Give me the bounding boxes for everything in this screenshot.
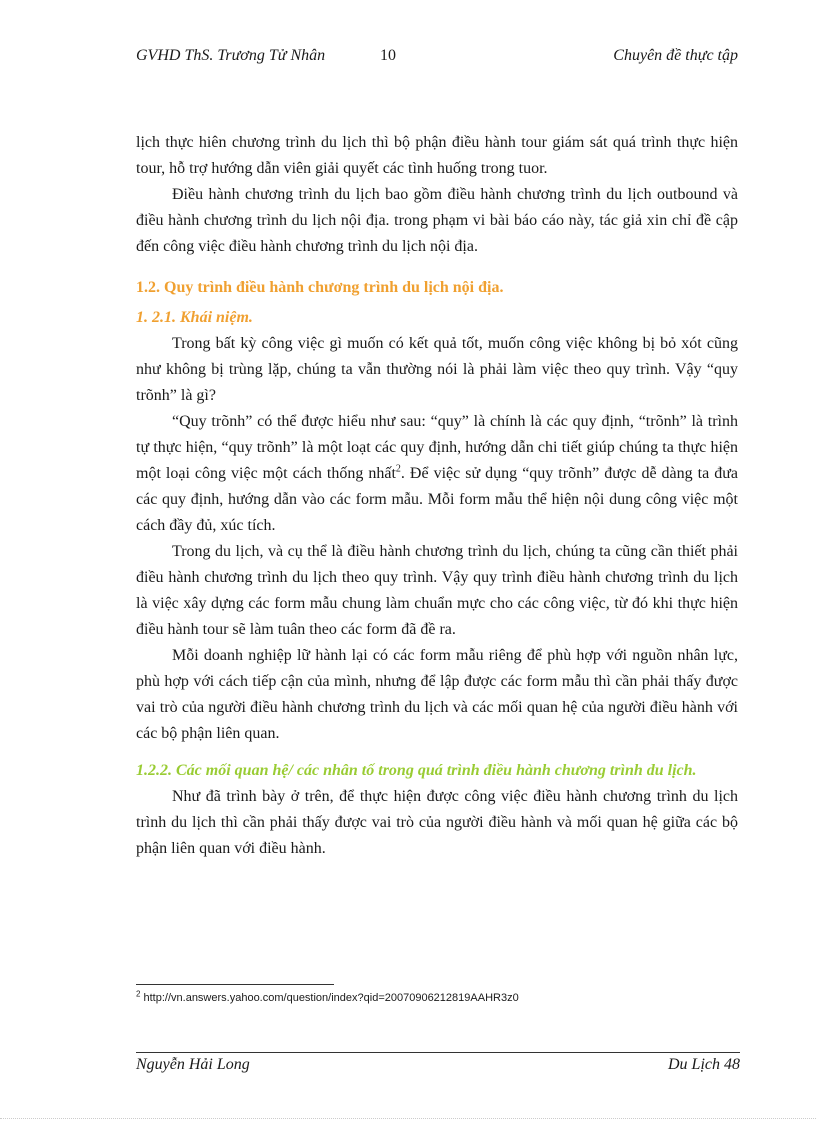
- paragraph-4: [136, 409, 738, 539]
- subsection-heading-1-2-2: 1.2.2. Các mối quan hệ/ các nhân tố trong quá trình điều hành chương trình du lịch.: [136, 762, 697, 779]
- page-edge-divider: [0, 1118, 816, 1119]
- header-advisor: GVHD ThS. Trương Tử Nhân: [136, 47, 326, 64]
- footnote-separator: [136, 984, 334, 985]
- paragraph-5: Trong du lịch, và cụ thể là điều hành chương trình du lịch, chúng ta cũng cần thiết phải điều hành chương trình du lịch theo quy trình. Vậy quy trình điều hành chương trình du lịch là việc xây dựng các form mẫu chung làm chuẩn mực cho các công việc, từ đó khi thực hiện điều hành tour sẽ làm tuân theo các form đã đề ra.: [136, 543, 738, 638]
- footnote-marker: 2: [136, 989, 141, 999]
- paragraph-6: Mỗi doanh nghiệp lữ hành lại có các form mẫu riêng để phù hợp với nguồn nhân lực, phù hợp với cách tiếp cận của mình, nhưng để lập được các form mẫu thì cần phải thấy được vai trò của người điều hành chương trình du lịch và các mối quan hệ của người điều hành với các bộ phận liên quan.: [136, 647, 738, 742]
- footer-author: Nguyễn Hải Long: [136, 1056, 250, 1073]
- paragraph-2: Điều hành chương trình du lịch bao gồm điều hành chương trình du lịch outbound và điều hành chương trình du lịch nội địa. trong phạm vi bài báo cáo này, tác giả xin chỉ đề cập đến công việc điều hành chương trình du lịch nội địa.: [136, 186, 738, 255]
- header-document-title: Chuyên đề thực tập: [613, 47, 738, 64]
- subsection-heading-1-2-1: 1. 2.1. Khái niệm.: [136, 309, 253, 326]
- footer-class: Du Lịch 48: [668, 1056, 740, 1073]
- footnote: [136, 989, 519, 1004]
- paragraph-4-text: “Quy trõnh” có thể được hiểu như sau: “quy” là chính là các quy định, “trõnh” là trình tự thực hiện, “quy trõnh” là một loạt các quy định, hướng dẫn chi tiết giúp chúng ta thực hiện một loại công việc một cách thống nhất: [136, 413, 738, 482]
- page-header: [136, 47, 738, 71]
- paragraph-4-text-end: . Để việc sử dụng “quy trõnh” được dễ dàng ta đưa các quy định, hướng dẫn vào các form mẫu. Mỗi form mẫu thể hiện nội dung công việc một cách đầy đủ, xúc tích.: [136, 465, 739, 534]
- page-body: [136, 130, 738, 862]
- paragraph-3: Trong bất kỳ công việc gì muốn có kết quả tốt, muốn công việc không bị bỏ xót cũng như không bị trùng lặp, chúng ta vẫn thường nói là phải làm việc theo quy trình. Vậy “quy trõnh” là gì?: [136, 335, 738, 404]
- header-page-number: 10: [380, 47, 396, 64]
- page-footer: [136, 1056, 740, 1080]
- paragraph-7: Như đã trình bày ở trên, để thực hiện được công việc điều hành chương trình du lịch trình du lịch thì cần phải thấy được vai trò của người điều hành và mối quan hệ giữa các bộ phận liên quan với điều hành.: [136, 788, 738, 857]
- section-heading-1-2: 1.2. Quy trình điều hành chương trình du lịch nội địa.: [136, 279, 504, 296]
- footer-separator: [136, 1052, 740, 1053]
- footnote-reference: 2: [395, 463, 401, 475]
- footnote-text: http://vn.answers.yahoo.com/question/index?qid=20070906212819AAHR3z0: [140, 992, 519, 1004]
- paragraph-1: lịch thực hiên chương trình du lịch thì bộ phận điều hành tour giám sát quá trình thực hiện tour, hỗ trợ hướng dẫn viên giải quyết các tình huống trong tuor.: [136, 134, 738, 177]
